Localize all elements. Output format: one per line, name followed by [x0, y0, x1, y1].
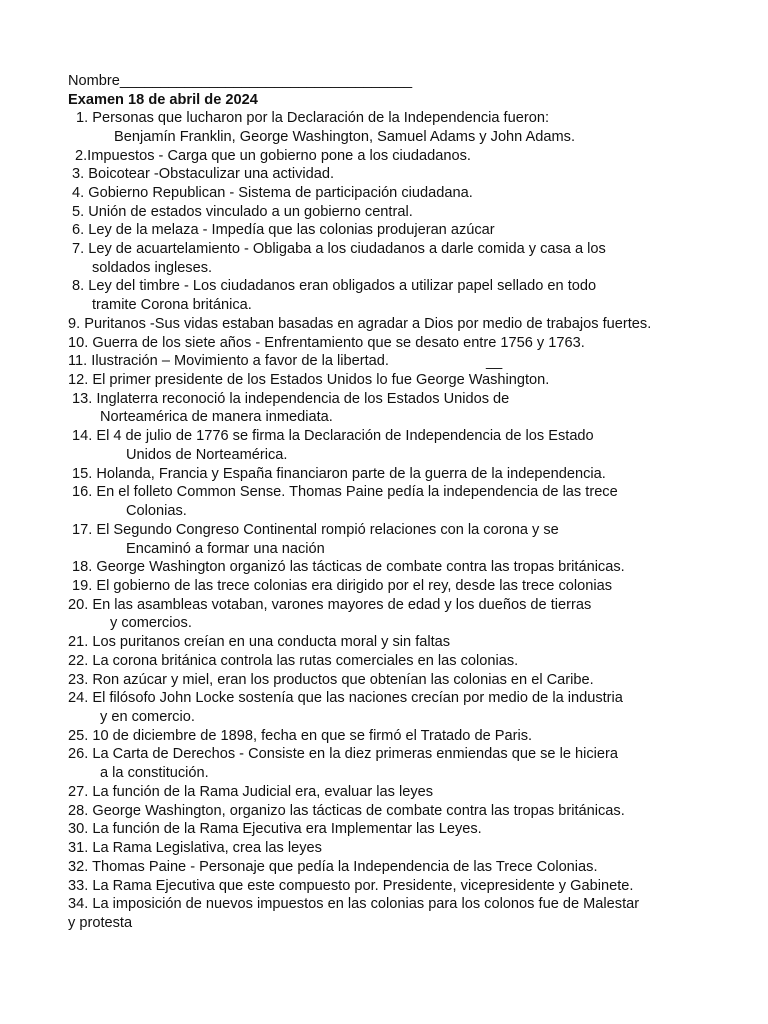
exam-line: 14. El 4 de julio de 1776 se firma la Declaración de Independencia de los Estado: [72, 428, 594, 444]
exam-line: 31. La Rama Legislativa, crea las leyes: [68, 840, 322, 856]
exam-line: Unidos de Norteamérica.: [126, 447, 288, 463]
exam-line: soldados ingleses.: [92, 260, 213, 276]
exam-line: 30. La función de la Rama Ejecutiva era Implementar las Leyes.: [68, 821, 482, 837]
exam-line: Benjamín Franklin, George Washington, Samuel Adams y John Adams.: [114, 129, 576, 145]
exam-line: 24. El filósofo John Locke sostenía que las naciones crecían por medio de la industria: [68, 690, 623, 706]
exam-line: 16. En el folleto Common Sense. Thomas Paine pedía la independencia de las trece: [72, 484, 618, 500]
exam-line: Encaminó a formar una nación: [126, 541, 325, 557]
exam-line: 32. Thomas Paine - Personaje que pedía la Independencia de las Trece Colonias.: [68, 859, 598, 875]
exam-line: 25. 10 de diciembre de 1898, fecha en que se firmó el Tratado de Paris.: [68, 728, 533, 744]
exam-line: 23. Ron azúcar y miel, eran los productos que obtenían las colonias en el Caribe.: [68, 672, 594, 688]
exam-line: 11. Ilustración – Movimiento a favor de la libertad.: [68, 353, 389, 369]
exam-line: 15. Holanda, Francia y España financiaron parte de la guerra de la independencia.: [72, 466, 606, 482]
exam-line: 1. Personas que lucharon por la Declaración de la Independencia fueron:: [76, 110, 549, 126]
exam-line: 27. La función de la Rama Judicial era, evaluar las leyes: [68, 784, 434, 800]
exam-line: 8. Ley del timbre - Los ciudadanos eran obligados a utilizar papel sellado en todo: [72, 278, 597, 294]
exam-line: Norteamérica de manera inmediata.: [100, 409, 333, 425]
exam-line: 12. El primer presidente de los Estados Unidos lo fue George Washington.: [68, 372, 550, 388]
exam-line: 6. Ley de la melaza - Impedía que las colonias produjeran azúcar: [72, 222, 495, 238]
exam-line: 13. Inglaterra reconoció la independencia de los Estados Unidos de: [72, 391, 510, 407]
exam-line: tramite Corona británica.: [92, 297, 252, 313]
exam-line: 20. En las asambleas votaban, varones mayores de edad y los dueños de tierras: [68, 597, 592, 613]
exam-line: 19. El gobierno de las trece colonias era dirigido por el rey, desde las trece colonias: [72, 578, 613, 594]
exam-line: 33. La Rama Ejecutiva que este compuesto por. Presidente, vicepresidente y Gabinete.: [68, 878, 634, 894]
exam-line: a la constitución.: [100, 765, 209, 781]
exam-line: 3. Boicotear -Obstaculizar una actividad.: [72, 166, 335, 182]
exam-line: y comercios.: [110, 615, 192, 631]
exam-line: 28. George Washington, organizo las tácticas de combate contra las tropas británicas.: [68, 803, 625, 819]
exam-line: 2.Impuestos - Carga que un gobierno pone a los ciudadanos.: [75, 148, 471, 164]
exam-line: 22. La corona británica controla las rutas comerciales en las colonias.: [68, 653, 519, 669]
name-line: Nombre____________________________________: [68, 73, 413, 89]
exam-line: 5. Unión de estados vinculado a un gobierno central.: [72, 204, 413, 220]
blank-mark: __: [486, 354, 503, 370]
exam-line: 4. Gobierno Republican - Sistema de participación ciudadana.: [72, 185, 473, 201]
exam-line: 18. George Washington organizó las tácticas de combate contra las tropas británicas.: [72, 559, 625, 575]
exam-line: y protesta: [68, 915, 133, 931]
exam-line: 26. La Carta de Derechos - Consiste en la diez primeras enmiendas que se le hiciera: [68, 746, 618, 762]
exam-line: Colonias.: [126, 503, 187, 519]
exam-line: 34. La imposición de nuevos impuestos en las colonias para los colonos fue de Malestar: [68, 896, 640, 912]
exam-line: y en comercio.: [100, 709, 195, 725]
exam-line: 9. Puritanos -Sus vidas estaban basadas en agradar a Dios por medio de trabajos fuertes.: [68, 316, 652, 332]
exam-title: Examen 18 de abril de 2024: [68, 92, 258, 108]
exam-line: 21. Los puritanos creían en una conducta moral y sin faltas: [68, 634, 451, 650]
exam-line: 10. Guerra de los siete años - Enfrentamiento que se desato entre 1756 y 1763.: [68, 335, 585, 351]
exam-line: 17. El Segundo Congreso Continental rompió relaciones con la corona y se: [72, 522, 559, 538]
exam-line: 7. Ley de acuartelamiento - Obligaba a los ciudadanos a darle comida y casa a los: [72, 241, 606, 257]
